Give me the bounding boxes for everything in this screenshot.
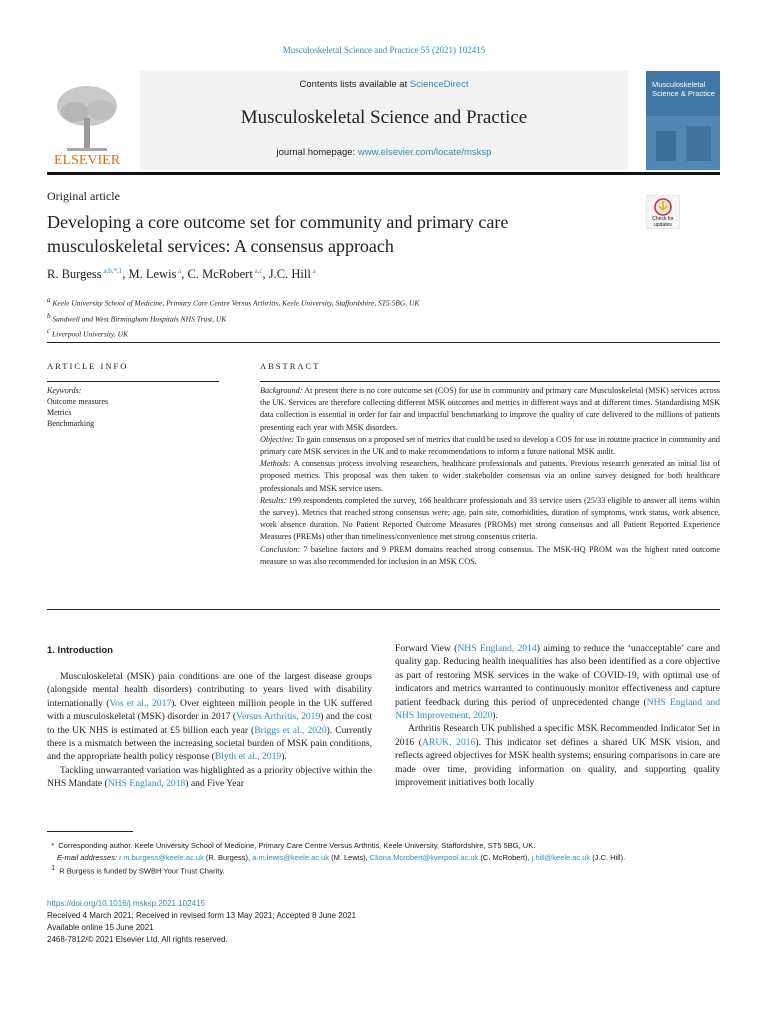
corresponding-text: Corresponding author. Keele University School of Medicine, Primary Care Centre Versus Arthritis, Keele University, Staffordshire, ST5 5BG, UK.	[58, 841, 536, 850]
body-text: ).	[492, 710, 498, 722]
email-owner: (M. Lewis),	[329, 852, 370, 862]
received-dates: Received 4 March 2021; Received in revised form 13 May 2021; Accepted 8 June 2021	[47, 911, 357, 920]
citation-link[interactable]: NHS England and NHS Improvement, 2020	[395, 696, 720, 722]
body-text: Tackling unwarranted variation was highlighted as a priority objective within the NHS Mandate (	[47, 764, 372, 790]
journal-cover[interactable]	[646, 71, 720, 170]
abstract-section-label: Background:	[260, 386, 303, 395]
email-link[interactable]: Cliona.Mcrobert@liverpool.ac.uk	[369, 852, 479, 862]
email-link[interactable]: j.hill@keele.ac.uk	[531, 852, 591, 862]
affiliation-text: Sandwell and West Birmingham Hospitals NHS Trust, UK	[50, 314, 227, 323]
author-superscript[interactable]: a,c	[252, 267, 263, 275]
email-label: E-mail addresses:	[57, 852, 120, 862]
email-addresses	[47, 852, 720, 864]
body-text: ) and the cost to the UK NHS is estimated at £5 billion each year (	[47, 711, 372, 736]
body-text: ) and Five Year	[185, 778, 244, 790]
citation-link[interactable]: NHS England, 2018	[107, 778, 186, 790]
cover-image-icon	[646, 71, 720, 170]
keyword-item: Benchmarking	[47, 419, 95, 428]
affiliation-mark: c	[47, 327, 51, 335]
author-separator: ,	[262, 267, 269, 282]
body-text: ). Over eighteen million people in the UK suffered with a musculoskeletal (MSK) disorder in 2017 (	[47, 697, 372, 723]
header-rule	[47, 172, 720, 175]
author-separator: ,	[181, 267, 188, 282]
abstract-section-label: Methods:	[260, 459, 291, 469]
check-updates-label: Check for updates	[652, 216, 674, 228]
affiliation-text: Keele University School of Medicine, Primary Care Centre Versus Arthritis, Keele University, Staffordshire, ST5 5BG, UK	[50, 298, 420, 308]
affiliation-mark: b	[47, 311, 51, 320]
homepage-link[interactable]: www.elsevier.com/locate/msksp	[357, 147, 492, 158]
journal-reference[interactable]: Musculoskeletal Science and Practice 55 (2021) 102415	[282, 45, 486, 55]
affiliation-item	[47, 325, 419, 341]
keywords-label: Keywords:	[47, 386, 82, 395]
body-column-right	[395, 642, 720, 789]
footnote-rule	[47, 831, 133, 832]
article-title: Developing a core outcome set for community and primary care musculoskeletal services: A consensus approach	[47, 212, 509, 256]
affiliation-rule	[47, 342, 720, 343]
abstract-section-text: A consensus process involving researchers, healthcare professionals and patients. Previous research generated an initial list of proposed metrics. This proposal was then taken to wider stakeholder consensus via an online survey designed for both healthcare professionals and MSK service users.	[260, 459, 720, 493]
body-paragraph	[47, 764, 372, 791]
abstract-section	[260, 385, 720, 434]
tree-logo-icon	[47, 78, 127, 168]
affiliation-mark: a	[47, 296, 51, 304]
section-heading-introduction: 1. Introduction	[47, 645, 113, 656]
body-text: Arthritis Research UK published a specific MSK Recommended Indicator Set in 2016 (	[395, 723, 720, 748]
publication-info	[47, 898, 720, 946]
email-owner: (J.C. Hill).	[590, 852, 626, 862]
abstract-bottom-rule	[47, 609, 720, 610]
abstract-section-text: 7 baseline factors and 9 PREM domains reached strong consensus. The MSK-HQ PROM was the highest rated outcome measure so was also recommended for inclusion in an MSK COS.	[260, 544, 720, 566]
citation-link[interactable]: NHS England, 2014	[457, 643, 537, 654]
author-superscript[interactable]: a	[176, 267, 182, 275]
citation-link[interactable]: ARUK, 2016	[422, 736, 476, 748]
corresponding-author-note: * Corresponding author. Keele University School of Medicine, Primary Care Centre Versus Arthritis, Keele University, Staffordshire, ST5 5BG, UK.	[47, 841, 536, 850]
affiliation-item	[47, 294, 419, 310]
homepage-prefix: journal homepage:	[276, 147, 358, 158]
author-list	[47, 267, 316, 282]
abstract-body	[260, 385, 720, 568]
email-link[interactable]: r.m.burgess@keele.ac.uk	[119, 852, 204, 862]
abstract-section-text: 199 respondents completed the survey, 166 healthcare professionals and 33 service users (25/33 eligible to answer all items within the survey). Metrics that reached strong consensus were; age, pain site, comorbidities, duration of symptoms, work status, work absence, work absence duration. No Patient Reported Outcome Measures (PROMs) met strong consensus and all Patient Reported Experience Measures (PREMs) other than timeliness/convenience met strong consensus criteria.	[260, 495, 720, 542]
author-name[interactable]: M. Lewis	[128, 267, 177, 282]
elsevier-wordmark: ELSEVIER	[53, 153, 121, 168]
abstract-section-text: To gain consensus on a proposed set of metrics that could be used to develop a COS for use in routine practice in community and primary care MSK services in the UK and to make recommendations to inform a future national MSK audit.	[260, 434, 720, 457]
abstract-heading: ABSTRACT	[260, 361, 321, 371]
elsevier-logo[interactable]	[47, 78, 127, 168]
body-paragraph	[395, 722, 720, 789]
body-text: Musculoskeletal (MSK) pain conditions are one of the largest disease groups (alongside mental health disorders) contributing to years lived with disability internationally (	[47, 671, 372, 709]
keyword-item: Outcome measures	[47, 397, 109, 406]
abstract-section-label: Results:	[260, 495, 287, 505]
body-text: ).	[281, 751, 287, 763]
author-superscript[interactable]: a,b,*,1	[101, 267, 123, 275]
footnotes	[47, 840, 720, 877]
author-name[interactable]: C. McRobert	[187, 267, 253, 282]
affiliation-item	[47, 310, 419, 326]
keyword-item: Metrics	[47, 408, 72, 417]
cover-title: Musculoskeletal Science & Practice	[652, 80, 715, 98]
citation-link[interactable]: Briggs et al., 2020	[254, 724, 327, 736]
abstract-section	[260, 458, 720, 495]
citation-link[interactable]: Blyth et al., 2019	[214, 751, 282, 763]
abstract-section-text: At present there is no core outcome set (COS) for use in community and primary care Musculoskeletal (MSK) services across the UK. Services are therefore collecting different MSK outcomes and metrics in different ways and at different times. Standardising MSK data collection is essential in order for fair and impactful benchmarking to improve the quality of care delivered to the millions of patients presenting each year with MSK disorders.	[260, 386, 720, 432]
body-text: Forward View (	[395, 643, 458, 654]
check-for-updates-button[interactable]	[646, 195, 680, 229]
body-text: ) aiming to reduce the ‘unacceptable’ care and quality gap. Reducing health inequalities has also been identified as a core objective as part of restoring MSK services in the wake of COVID-19, with optimal use of indicators and metrics warranted to continuously monitor effectiveness and capture patient feedback during this period of unprecedented change (	[395, 643, 720, 708]
author-name[interactable]: R. Burgess	[47, 267, 102, 282]
abstract-section	[260, 544, 720, 568]
doi-link[interactable]: https://doi.org/10.1016/j.msksp.2021.102415	[47, 899, 205, 908]
abstract-section-label: Objective:	[260, 434, 295, 444]
email-owner: (C. McRobert),	[478, 852, 532, 862]
funding-note: $^1$ R Burgess is funded by SWBH Your Trust Charity.	[51, 865, 225, 876]
email-owner: (R. Burgess),	[203, 852, 253, 862]
abstract-rule	[260, 381, 720, 382]
body-column-left	[47, 670, 372, 791]
sciencedirect-link[interactable]: ScienceDirect	[409, 79, 469, 90]
body-paragraph	[47, 670, 372, 764]
journal-title: Musculoskeletal Science and Practice	[240, 107, 528, 128]
keywords-block	[47, 385, 108, 429]
article-info-heading: ARTICLE INFO	[47, 361, 129, 371]
contents-prefix: Contents lists available at	[299, 79, 410, 90]
body-paragraph	[395, 642, 720, 722]
citation-link[interactable]: Versus Arthritis, 2019	[236, 711, 321, 723]
abstract-section	[260, 495, 720, 544]
affiliation-text: Liverpool University, UK	[50, 329, 129, 339]
author-superscript[interactable]: a	[310, 267, 316, 275]
author-name[interactable]: J.C. Hill	[268, 267, 311, 282]
article-type: Original article	[47, 189, 120, 203]
affiliations	[47, 294, 419, 341]
abstract-section	[260, 434, 720, 458]
abstract-section-label: Conclusion:	[260, 544, 301, 554]
funding-text: R Burgess is funded by SWBH Your Trust Charity.	[59, 866, 225, 876]
email-link[interactable]: a.m.lewis@keele.ac.uk	[252, 852, 329, 862]
homepage-line	[140, 147, 628, 158]
contents-line	[140, 79, 628, 90]
body-text: ). This indicator set defines a shared UK MSK vision, and reflects agreed objectives for MSK health systems; ensuring comparisons in care are made over time, providing information on quality, and supporting quality improvement initiatives both locally	[395, 736, 721, 789]
citation-link[interactable]: Vos et al., 2017	[109, 697, 172, 709]
available-online: Available online 15 June 2021	[47, 923, 154, 932]
body-text: ). Currently there is a mismatch between the increasing societal burden of MSK pain conditions, and the appropriate health policy response (	[47, 724, 372, 763]
copyright: 2468-7812/© 2021 Elsevier Ltd. All rights reserved.	[47, 935, 228, 944]
author-separator: ,	[122, 267, 129, 282]
article-info-rule	[47, 381, 219, 382]
